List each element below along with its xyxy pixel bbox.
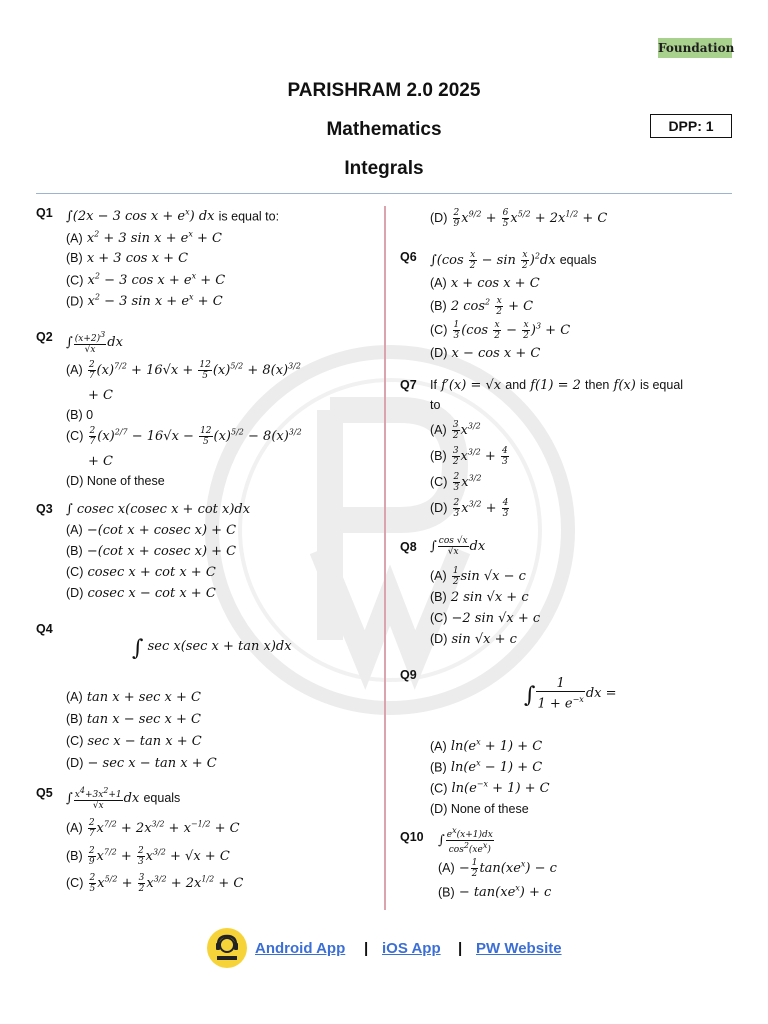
stem-text: is equal to: — [218, 209, 280, 224]
question-number: Q6 — [400, 250, 417, 264]
question-number: Q9 — [400, 668, 417, 682]
option-a: (A) $\frac{1}{2}$ sin √x − c — [430, 566, 526, 587]
option-d: (D) − sec x − tan x + C — [66, 756, 217, 771]
option-c: (C) $\frac{2}{5}$ $x^{5/2}$ + $\frac{3}{2}$ $x^{3/2} + 2x^{1/2} + C$ — [66, 873, 244, 894]
option-d: (D) sin √x + c — [430, 632, 517, 647]
subject-title: Mathematics — [326, 119, 442, 140]
question-number: Q2 — [36, 330, 53, 344]
question-stem: ∫ $\frac{1}{1 + e^{-x}}$ dx = — [524, 676, 617, 712]
option-a: (A) $\frac{2}{7}$ $x^{7/2} + 2x^{3/2} + x^{-1/2} + C$ — [66, 818, 240, 839]
question-stem: ∫ cosec x(cosec x + cot x)dx — [66, 502, 251, 517]
page-title: PARISHRAM 2.0 2025 — [287, 80, 481, 101]
option-a: (A) tan x + sec x + C — [66, 690, 201, 705]
question-stem: ∫ $\frac{(x+2)^3}{√x}$ dx — [66, 330, 123, 355]
option-c: (C) −2 sin √x + c — [430, 611, 541, 626]
option-d: (D) cosec x − cot x + C — [66, 586, 216, 601]
option-b: (B) 2 sin √x + c — [430, 590, 529, 605]
question-number: Q5 — [36, 786, 53, 800]
question-number: Q3 — [36, 502, 53, 516]
option-c: (C) $\frac{2}{7}$ $(x)^{2/7} - 16√x$ − $\frac{12}{5}$ $(x)^{5/2} - 8(x)^{3/2}$ — [66, 426, 302, 447]
option-b: (B) −(cot x + cosec x) + C — [66, 544, 237, 559]
option-a: (A) x + cos x + C — [430, 276, 540, 291]
option-a: (A) $\ln(e^x + 1) + C$ — [430, 738, 543, 755]
question-number: Q10 — [400, 830, 424, 844]
pw-website-link[interactable]: PW Website — [476, 940, 562, 957]
stem-text: equals — [143, 791, 181, 805]
question-number: Q4 — [36, 622, 53, 636]
option-c-continued: + C — [88, 454, 113, 469]
option-a: (A) $\frac{3}{2}$ $x^{3/2}$ — [430, 420, 481, 441]
question-stem: ∫ sec x(sec x + tan x)dx — [132, 636, 292, 661]
question-stem: ∫(2x − 3 $\cos x + e^x$) dx is equal to: — [66, 208, 280, 225]
footer-separator: | — [364, 940, 369, 957]
dpp-box: DPP: 1 — [650, 114, 732, 138]
option-b: (B) 2 $\cos^2$ $\frac{x}{2}$ + C — [430, 296, 534, 317]
option-c: (C) cosec x + cot x + C — [66, 565, 216, 580]
question-stem: ∫ $\frac{e^x(x+1)dx}{\cos^2(xe^x)}$ — [438, 826, 493, 855]
option-c: (C) $\ln(e^{-x} + 1) + C$ — [430, 780, 550, 797]
question-number: Q8 — [400, 540, 417, 554]
ios-app-link[interactable]: iOS App — [382, 940, 441, 957]
level-badge: Foundation — [658, 38, 732, 58]
footer — [0, 928, 768, 972]
option-b: (B) x + 3 cos x + C — [66, 251, 189, 266]
stem-continued: to — [430, 398, 441, 412]
android-app-link[interactable]: Android App — [255, 940, 346, 957]
footer-separator: | — [458, 940, 463, 957]
option-d: (D) $x^2 - 3$ $\sin x + e^x + C$ — [66, 293, 223, 310]
option-a-continued: + C — [88, 388, 113, 403]
option-d: (D) None of these — [66, 474, 165, 488]
option-c: (C) $\frac{2}{3}$ $x^{3/2}$ — [430, 472, 482, 493]
question-stem: ∫ $\frac{\cos √x}{√x}$ dx — [430, 536, 486, 557]
option-b: (B) 0 — [66, 408, 94, 422]
option-a: (A) −(cot x + cosec x) + C — [66, 523, 237, 538]
topic-title: Integrals — [344, 158, 424, 179]
question-stem: ∫ $\frac{x^4+3x^2+1}{√x}$ dx equals — [66, 786, 181, 811]
option-a: (A) $x^2 + 3$ $\sin x + e^x + C$ — [66, 230, 222, 247]
option-b: (B) tan x − sec x + C — [66, 712, 201, 727]
option-a: (A) $\frac{2}{7}$ $(x)^{7/2} + 16√x$ + $\frac{12}{5}$ $(x)^{5/2} + 8(x)^{3/2}$ — [66, 360, 301, 381]
option-c: (C) $x^2 - 3$ $\cos x + e^x + C$ — [66, 272, 226, 289]
option-b: (B) $\frac{3}{2}$ $x^{3/2}$ + $\frac{4}{3}$ — [430, 446, 508, 467]
option-d: (D) None of these — [430, 802, 529, 816]
option-a: (A) − $\frac{1}{2}$ $\tan(xe^x) - c$ — [438, 858, 557, 879]
question-number: Q1 — [36, 206, 53, 220]
stem-text: equals — [559, 253, 597, 267]
question-stem: If f′(x) = √x and f(1) = 2 then f(x) is equal — [430, 378, 684, 393]
customer-service-logo-icon — [207, 928, 247, 968]
option-b: (B) $\ln(e^x - 1) + C$ — [430, 759, 543, 776]
option-d: (D) $\frac{2}{3}$ $x^{3/2}$ + $\frac{4}{3}$ — [430, 498, 509, 519]
column-divider — [384, 206, 386, 910]
option-c: (C) $\frac{1}{3}$ (cos $\frac{x}{2}$ − $\frac{x}{2}$ )$^3$ + C — [430, 320, 571, 341]
option-b: (B) $\frac{2}{9}$ $x^{7/2}$ + $\frac{2}{3}$ $x^{3/2} + √x + C$ — [66, 846, 230, 867]
question-stem: ∫(cos $\frac{x}{2}$ − sin $\frac{x}{2}$ )$^2$dx equals — [430, 250, 597, 271]
left-column — [36, 206, 376, 906]
header-divider — [36, 193, 732, 194]
q5-option-d: (D) $\frac{2}{9}$ $x^{9/2}$ + $\frac{6}{5}$ $x^{5/2} + 2x^{1/2} + C$ — [430, 208, 608, 229]
option-b: $(B) - \tan(xe^x) + c$ — [438, 884, 552, 901]
option-c: (C) sec x − tan x + C — [66, 734, 202, 749]
question-number: Q7 — [400, 378, 417, 392]
option-d: (D) x − cos x + C — [430, 346, 541, 361]
right-column — [400, 206, 736, 906]
